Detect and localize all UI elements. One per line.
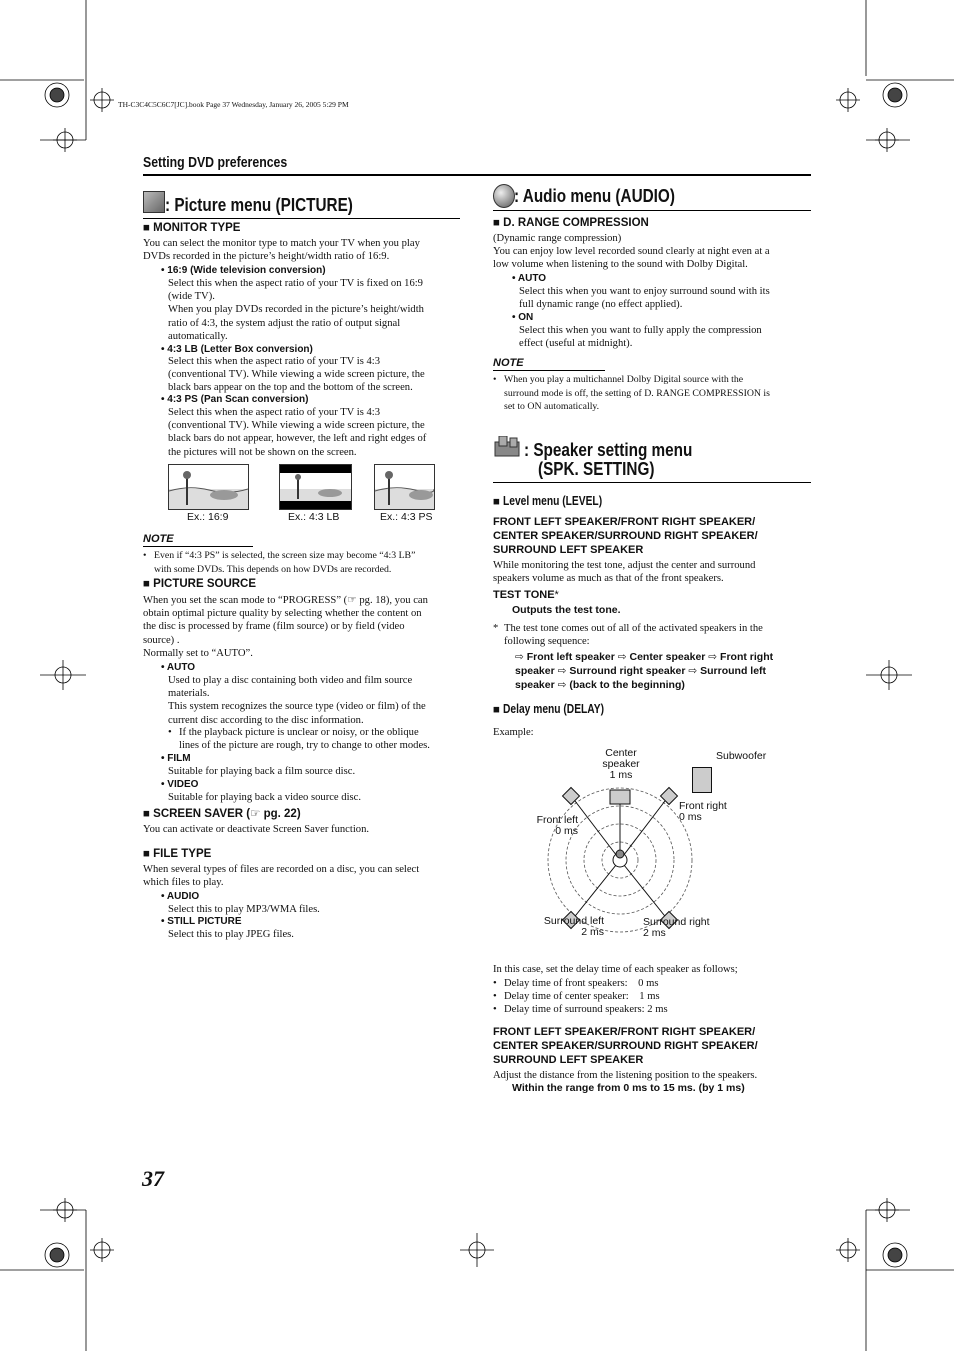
screen-saver-text: You can activate or deactivate Screen Saver function. — [143, 824, 370, 835]
level-speakers: FRONT LEFT SPEAKER/FRONT RIGHT SPEAKER/ CENTER SPEAKER/SURROUND RIGHT SPEAKER/ SURROUND LEFT SPEAKER — [493, 516, 758, 556]
drc-auto-text: Select this when you want to enjoy surround sound with its full dynamic range (no effect applied). — [519, 286, 770, 311]
file-type-intro: When several types of files are recorded on a disc, you can select which files to play. — [143, 864, 420, 889]
level-text: While monitoring the test tone, adjust the center and surround speakers volume as much as that of the front speakers. — [493, 560, 756, 585]
note-text: • Even if “4:3 PS” is selected, the screen size may become “4:3 LB” with some DVDs. This depends on how DVDs are recorded. — [143, 550, 416, 575]
level-menu-label: ■ Level menu (LEVEL) — [493, 494, 603, 508]
delay-speakers: FRONT LEFT SPEAKER/FRONT RIGHT SPEAKER/ CENTER SPEAKER/SURROUND RIGHT SPEAKER/ SURROUND LEFT SPEAKER — [493, 1026, 758, 1066]
example-lb-caption: Ex.: 4:3 LB — [288, 511, 340, 523]
note-rule — [143, 546, 253, 547]
outputs-text: Outputs the test tone. — [512, 604, 621, 616]
surround-left-label: Surround left 2 ms — [543, 915, 604, 938]
speaker-heading-2: (SPK. SETTING) — [538, 459, 655, 479]
square-bullet-icon: ■ — [493, 704, 504, 716]
monitor-intro: You can select the monitor type to match your TV when you play DVDs recorded in the picture’s height/width ratio of 16:9. — [143, 238, 420, 263]
header-meta: TH-C3C4C5C6C7[JC].book Page 37 Wednesday, January 26, 2005 5:29 PM — [118, 100, 349, 109]
delay-text: In this case, set the delay time of each speaker as follows; — [493, 964, 738, 975]
monitor-type-label: ■ MONITOR TYPE — [143, 222, 241, 234]
page-number: 37 — [142, 1166, 164, 1191]
option-ps-text: Select this when the aspect ratio of your TV is 4:3 (conventional TV). While viewing a wide screen picture, the black bars do not appear, however, the left and right edges of the pictures will not be shown on the screen. — [168, 407, 427, 458]
picture-rule — [143, 218, 460, 219]
delay-items: • Delay time of front speakers: 0 ms • Delay time of center speaker: 1 ms • Delay time of surround speakers: 2 ms — [493, 978, 668, 1016]
example-ps-image — [374, 464, 435, 510]
drc-on-text: Select this when you want to fully apply the compression effect (useful at midnight). — [519, 325, 762, 350]
picture-icon — [143, 191, 165, 213]
arrow-icon: ⇨ — [688, 665, 698, 677]
square-bullet-icon: ■ — [143, 848, 154, 860]
square-bullet-icon: ■ — [493, 217, 504, 229]
speaker-rule — [493, 482, 811, 483]
delay-range: Within the range from 0 ms to 15 ms. (by 1 ms) — [512, 1082, 745, 1094]
option-lb-text: Select this when the aspect ratio of your TV is 4:3 (conventional TV). While viewing a wide screen picture, the black bars appear on the top and the bottom of the screen. — [168, 356, 425, 394]
option-16-9-label: • 16:9 (Wide television conversion) — [161, 265, 326, 276]
file-audio-text: Select this to play MP3/WMA files. — [168, 904, 320, 915]
arrow-icon: ⇨ — [557, 665, 567, 677]
speaker-heading-1: : Speaker setting menu — [524, 440, 693, 460]
arrow-icon: ⇨ — [617, 651, 627, 663]
option-ps-label: • 4:3 PS (Pan Scan conversion) — [161, 394, 309, 405]
center-speaker-label: Center speaker 1 ms — [602, 747, 640, 781]
subwoofer-box — [692, 767, 712, 793]
test-tone-footnote: * The test tone comes out of all of the activated speakers in the following sequence: — [493, 623, 763, 648]
source-auto-label: • AUTO — [161, 662, 196, 673]
source-auto-sub: • If the playback picture is unclear or noisy, or the oblique lines of the picture are rough, try to change to other modes. — [168, 727, 430, 752]
audio-note-rule — [493, 370, 605, 371]
source-auto-text: Used to play a disc containing both video and film source materials. This system recognizes the source type (video or film) of the current disc according to the disc information. — [168, 675, 426, 726]
front-right-label: Front right 0 ms — [679, 800, 727, 823]
note-label: NOTE — [143, 533, 174, 545]
drc-label: ■ D. RANGE COMPRESSION — [493, 217, 649, 229]
audio-icon — [493, 184, 515, 208]
arrow-icon: ⇨ — [708, 651, 718, 663]
file-type-label: ■ FILE TYPE — [143, 848, 212, 860]
drc-on-label: • ON — [512, 312, 534, 323]
delay-menu-label: ■ Delay menu (DELAY) — [493, 702, 605, 716]
example-label: Example: — [493, 727, 534, 738]
section-rule — [143, 174, 811, 176]
example-lb-image — [279, 464, 352, 510]
subwoofer-label: Subwoofer — [716, 750, 767, 762]
arrow-icon: ⇨ — [557, 679, 567, 691]
square-bullet-icon: ■ — [143, 808, 154, 820]
test-tone-label: TEST TONE* — [493, 589, 559, 601]
audio-heading: : Audio menu (AUDIO) — [514, 186, 675, 206]
section-title: Setting DVD preferences — [143, 154, 288, 171]
example-16-9-caption: Ex.: 16:9 — [187, 511, 229, 523]
file-audio-label: • AUDIO — [161, 891, 200, 902]
screen-saver-label: ■ SCREEN SAVER (☞ pg. 22) — [143, 808, 301, 820]
drc-auto-label: • AUTO — [512, 273, 547, 284]
sequence-text: ⇨ Front left speaker ⇨ Center speaker ⇨ Front right speaker ⇨ Surround right speaker ⇨ Surround left speaker ⇨ (back to the beginning) — [515, 651, 774, 691]
file-still-label: • STILL PICTURE — [161, 916, 242, 927]
square-bullet-icon: ■ — [493, 496, 504, 508]
option-lb-label: • 4:3 LB (Letter Box conversion) — [161, 344, 313, 355]
file-still-text: Select this to play JPEG files. — [168, 929, 294, 940]
front-left-label: Front left 0 ms — [536, 814, 578, 837]
source-film-text: Suitable for playing back a film source disc. — [168, 766, 356, 777]
drc-intro: (Dynamic range compression) You can enjoy low level recorded sound clearly at night even at a low volume when listening to the sound with Dolby Digital. — [493, 233, 770, 271]
example-ps-caption: Ex.: 4:3 PS — [380, 511, 433, 523]
picture-heading: : Picture menu (PICTURE) — [165, 195, 353, 215]
reference-hand-icon: ☞ — [347, 595, 357, 606]
square-bullet-icon: ■ — [143, 222, 154, 234]
surround-right-label: Surround right 2 ms — [643, 916, 710, 939]
source-film-label: • FILM — [161, 753, 191, 764]
audio-note-label: NOTE — [493, 357, 524, 369]
speaker-icon — [493, 436, 523, 458]
picture-source-label: ■ PICTURE SOURCE — [143, 578, 257, 590]
audio-rule — [493, 210, 811, 211]
example-16-9-image — [168, 464, 249, 510]
source-video-label: • VIDEO — [161, 779, 199, 790]
picture-source-intro: When you set the scan mode to “PROGRESS” (☞ pg. 18), you can obtain optimal picture quality by selecting whether the content on the disc is processed by frame (film source) or by field (video source) . Normally set to “AUTO”. — [143, 595, 428, 659]
delay-adjust: Adjust the distance from the listening position to the speakers. — [493, 1070, 758, 1081]
audio-note-text: • When you play a multichannel Dolby Digital source with the surround mode is off, the setting of D. RANGE COMPRESSION is set to ON automatically. — [493, 374, 770, 412]
option-16-9-text: Select this when the aspect ratio of your TV is fixed on 16:9 (wide TV). When you play DVDs recorded in the picture’s height/width ratio of 4:3, the system adjust the ratio of output signal automatically. — [168, 278, 424, 342]
source-video-text: Suitable for playing back a video source disc. — [168, 792, 361, 803]
arrow-icon: ⇨ — [515, 651, 524, 663]
square-bullet-icon: ■ — [143, 578, 154, 590]
reference-hand-icon: ☞ — [250, 808, 261, 820]
